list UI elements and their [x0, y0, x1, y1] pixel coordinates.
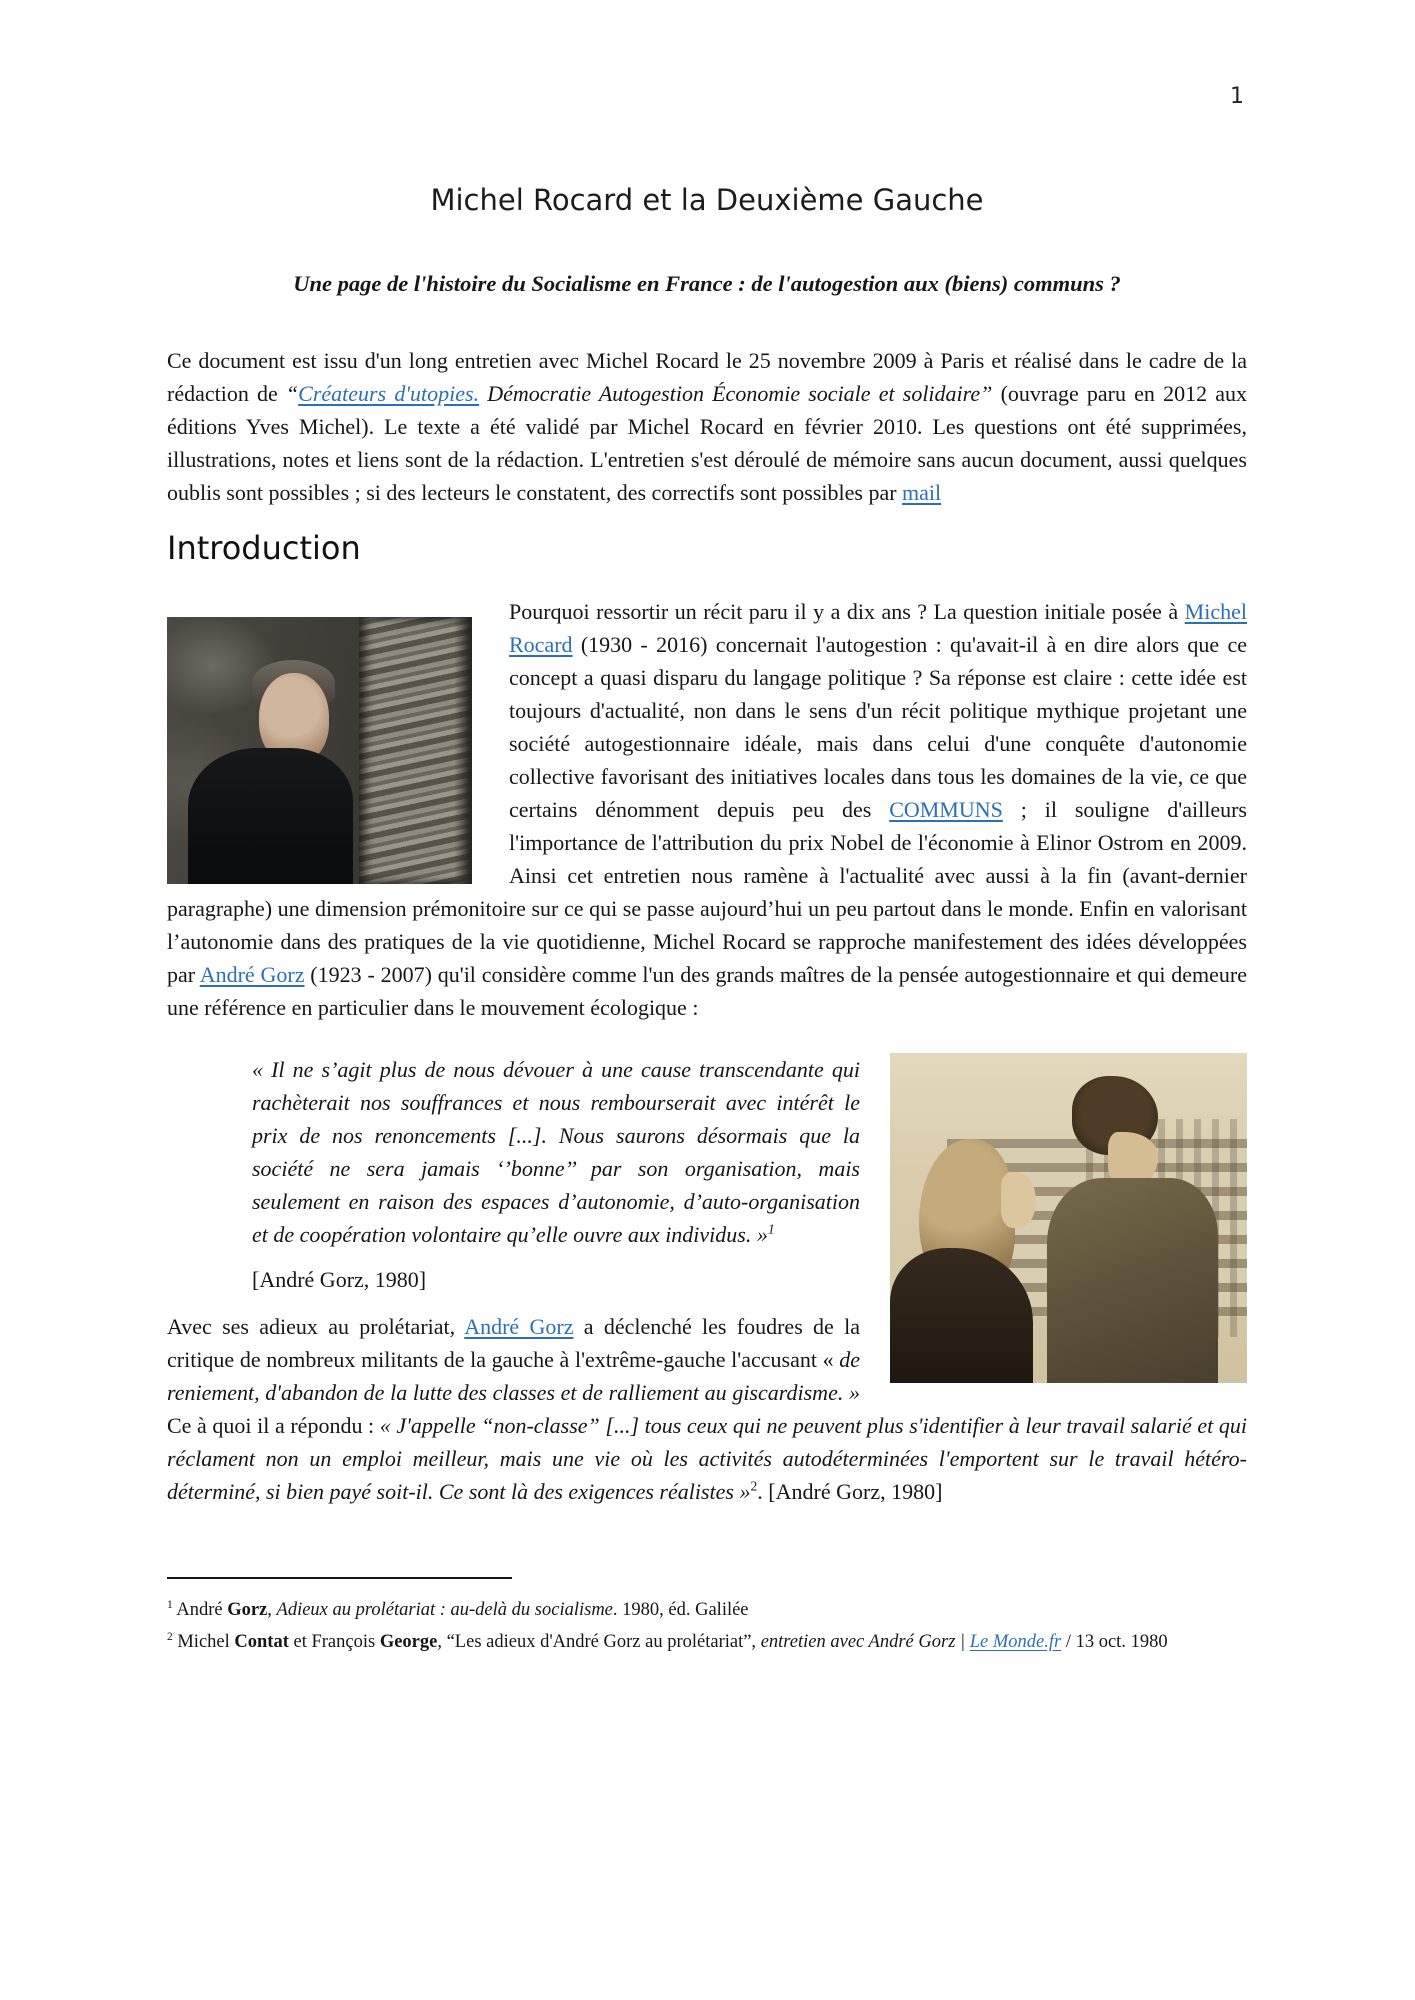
gorz-quotation: « Il ne s’agit plus de nous dévouer à une cause transcendante qui rachèterait nos souffrances et nous rembourserait avec intérêt le prix de nos renoncements [...]. Nous saurons désormais que la société ne sera jamais ‘’bonne’’ par son organisation, mais seulement en raison des espaces d’autonomie, d’auto-organisation et de coopération volontaire qu’elle ouvre aux individus. »$^1$ — [252, 1057, 860, 1247]
inline-link[interactable]: André Gorz — [464, 1314, 574, 1339]
gorz-quote-section — [167, 1053, 1247, 1508]
introduction-paragraph-text: Pourquoi ressortir un récit paru il y a dix ans ? La question initiale posée à Michel Rocard (1930 - 2016) concernait l'autogestion : qu'avait-il à en dire alors que ce concept a quasi disparu du langage politique ? Sa réponse est claire : cette idée est toujours d'actualité, non dans le sens d'un récit politique mythique projetant une société autogestionnaire idéale, mais dans celui d'une conquête d'autonomie collective favorisant des initiatives locales dans tous les domaines de la vie, ce que certains dénomment depuis peu des COMMUNS ; il souligne d'ailleurs l'importance de l'attribution du prix Nobel de l'économie à Elinor Ostrom en 2009. Ainsi cet entretien nous ramène à l'actualité avec aussi à la fin (avant-dernier paragraphe) une dimension prémonitoire sur ce qui se passe aujourd’hui un peu partout dans le monde. Enfin en valorisant l’autonomie dans des pratiques de la vie quotidienne, Michel Rocard se rapproche manifestement des idées développées par André Gorz (1923 - 2007) qu'il considère comme l'un des grands maîtres de la pensée autogestionnaire et qui demeure une référence en particulier dans le mouvement écologique : — [167, 599, 1247, 1020]
rocard-coat-shape — [188, 748, 353, 884]
andre-gorz-couple-photo — [890, 1053, 1247, 1383]
inline-link[interactable]: André Gorz — [199, 962, 305, 987]
inline-link[interactable]: Créateurs d'utopies. — [298, 381, 480, 406]
footnote-2: $^2$ Michel Contat et François George, “Les adieux d'André Gorz au prolétariat”, entretien avec André Gorz | Le Monde.fr / 13 oct. 1980 — [167, 1630, 1168, 1652]
inline-link[interactable]: COMMUNS — [889, 797, 1003, 822]
footnote-separator-line — [167, 1577, 512, 1579]
section-heading-introduction: Introduction — [167, 529, 361, 567]
page-content — [167, 0, 1247, 1658]
inline-link[interactable]: Michel Rocard — [509, 599, 1247, 657]
after-quote-paragraph: Avec ses adieux au prolétariat, André Gorz a déclenché les foudres de la critique de nombreux militants de la gauche à l'extrême-gauche l'accusant « de reniement, d'abandon de la lutte des classes et de ralliement au giscardisme. » Ce à quoi il a répondu : « J'appelle “non-classe” [...] tous ceux qui ne peuvent plus s'identifier à leur travail salarié et qui réclament non un emploi meilleur, mais une vie où les activités autodéterminées l'emportent sur le travail hétéro-déterminé, si bien payé soit-il. Ce sont là des exigences réalistes »$^2$. [André Gorz, 1980] — [167, 1314, 1247, 1504]
footnote-reference: 1 — [167, 1598, 173, 1611]
document-title: Michel Rocard et la Deuxième Gauche — [430, 183, 984, 217]
introduction-paragraph — [167, 595, 1247, 1024]
footnote-reference: 1 — [767, 1221, 775, 1237]
quotation-attribution: [André Gorz, 1980] — [252, 1267, 427, 1292]
michel-rocard-photo — [167, 617, 472, 884]
footnote-1: $^1$ André Gorz, Adieux au prolétariat : au-delà du socialisme. 1980, éd. Galilée — [167, 1598, 749, 1620]
photo-edge-shade — [454, 617, 472, 884]
footnotes-area — [167, 1577, 1247, 1658]
man-jacket-shape — [1047, 1178, 1218, 1383]
opening-paragraph: Ce document est issu d'un long entretien avec Michel Rocard le 25 novembre 2009 à Paris et réalisé dans le cadre de la rédaction de “Créateurs d'utopies. Démocratie Autogestion Économie sociale et solidaire” (ouvrage paru en 2012 aux éditions Yves Michel). Le texte a été validé par Michel Rocard en février 2010. Les questions ont été supprimées, illustrations, notes et liens sont de la rédaction. L'entretien s'est déroulé de mémoire sans aucun document, aussi quelques oublis sont possibles ; si des lecteurs le constatent, des correctifs sont possibles par mail — [167, 348, 1247, 505]
footnote-reference: 2 — [750, 1478, 758, 1494]
page-number: 1 — [1230, 84, 1244, 109]
footnote-reference: 2 — [167, 1630, 173, 1643]
document-subtitle: Une page de l'histoire du Socialisme en France : de l'autogestion aux (biens) communs ? — [293, 271, 1121, 296]
woman-face-shape — [1001, 1172, 1037, 1228]
inline-link[interactable]: Le Monde.fr — [969, 1632, 1062, 1652]
inline-link[interactable]: mail — [902, 480, 942, 505]
